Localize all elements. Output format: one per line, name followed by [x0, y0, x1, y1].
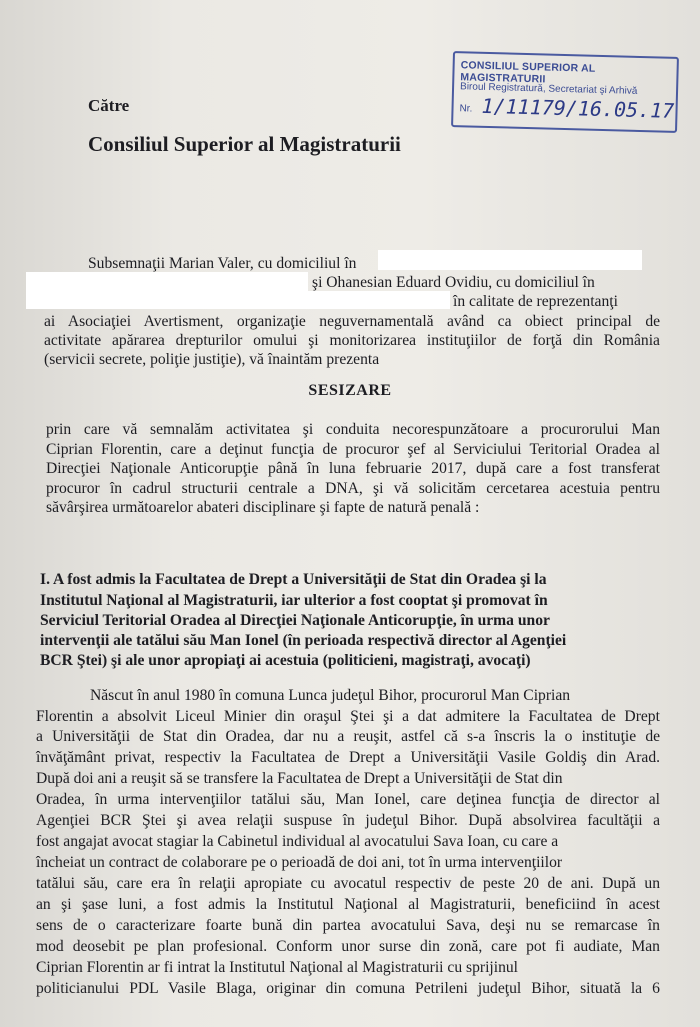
- paragraph-line: tatălui său, care era în relaţii apropiate cu avocatul respectiv de peste 20 de ani. După un: [36, 875, 661, 892]
- registry-stamp: [451, 51, 679, 133]
- intro-line: şi Ohanesian Eduard Ovidiu, cu domiciliul în: [312, 274, 595, 291]
- redaction-box: [378, 250, 642, 270]
- stamp-registration-number: 1/11179/16.05.17: [481, 93, 675, 123]
- stamp-office: Biroul Registratură, Secretariat şi Arhivă: [459, 81, 638, 97]
- stamp-nr-label: Nr.: [459, 103, 473, 115]
- paragraph-line: politicianului PDL Vasile Blaga, originar din comuna Petrileni judeţul Bihor, situată la 6: [36, 980, 660, 997]
- document-title: SESIZARE: [308, 382, 392, 399]
- section-heading-line: intervenţii ale tatălui său Man Ionel (în perioada respectivă director al Agenţiei: [40, 632, 567, 649]
- recipient-label: Către: [88, 96, 130, 115]
- paragraph-line: fost angajat avocat stagiar la Cabinetul individual al avocatului Sava Ioan, cu care a: [36, 833, 559, 850]
- intro-line: activitate apărarea drepturilor omului şi monitorizarea instituţiilor de forţă din România: [44, 332, 660, 349]
- recipient-name: Consiliul Superior al Magistraturii: [88, 132, 401, 156]
- section-heading-line: BCR Ştei) şi ale unor apropiaţi ai acestuia (politicieni, magistraţi, avocaţi): [40, 652, 531, 669]
- paragraph-line: Florentin a absolvit Liceul Minier din oraşul Ştei şi a dat admitere la Facultatea de Drept: [36, 708, 660, 725]
- paragraph-line: După doi ani a reuşit să se transfere la Facultatea de Drept a Universităţii de Stat din: [36, 770, 563, 787]
- body-line: Ciprian Florentin, care a deţinut funcţia de procuror şef al Serviciului Teritorial Oradea al: [46, 441, 660, 458]
- stamp-institution: CONSILIUL SUPERIOR AL MAGISTRATURII: [460, 59, 596, 86]
- section-heading-line: Institutul Naţional al Magistraturii, iar ulterior a fost cooptat şi promovat în: [40, 592, 548, 609]
- intro-line: în calitate de reprezentanţi: [453, 293, 618, 310]
- redaction-box: [26, 272, 308, 292]
- paragraph-line: Ciprian Florentin ar fi intrat la Institutul Naţional al Magistraturii cu sprijinul: [36, 959, 519, 976]
- paragraph-line: Agenţiei BCR Ştei şi avea relaţii suspuse în judeţul Bihor. După absolvirea facultăţii a: [36, 812, 661, 829]
- paragraph-line: Oradea, în urma intervenţiilor tatălui său, Man Ionel, care deţinea funcţia de director al: [36, 791, 660, 808]
- paragraph-line: încheiat un contract de colaborare pe o perioadă de doi ani, tot în urma intervenţiilor: [36, 854, 563, 871]
- section-heading-line: Serviciul Teritorial Oradea al Direcţiei Naţionale Anticorupţie, în urma unor: [40, 612, 550, 629]
- paragraph-line: sens de o caracterizare foarte bună din partea avocatului Sava, deşi nu se remarcase în: [36, 917, 660, 934]
- section-heading-line: I. A fost admis la Facultatea de Drept a Universităţii de Stat din Oradea şi la: [40, 571, 547, 588]
- body-line: Direcţiei Naţionale Anticorupţie până în luna februarie 2017, după care a fost transferat: [46, 460, 660, 477]
- body-line: procuror în cadrul structurii centrale a DNA, şi vă solicităm cercetarea acestuia pentru: [46, 480, 660, 497]
- paragraph-line: învăţământ privat, respectiv la Facultatea de Drept a Universităţii Vasile Goldiş din Arad.: [36, 749, 661, 766]
- paragraph-line: a Universităţii de Stat din Oradea, dar nu a reuşit, astfel că s-a înscris la o instituţie de: [36, 728, 661, 745]
- intro-line: (servicii secrete, poliţie justiţie), vă înaintăm prezenta: [44, 351, 380, 368]
- paragraph-line: Născut în anul 1980 în comuna Lunca judeţul Bihor, procurorul Man Ciprian: [90, 687, 571, 704]
- paragraph-line: an şi şase luni, a fost admis la Institutul Naţional al Magistraturii, beneficiind în acest: [36, 896, 660, 913]
- intro-line: Subsemnaţii Marian Valer, cu domiciliul în: [88, 255, 357, 272]
- redaction-box: [26, 291, 450, 309]
- body-line: săvârşirea următoarelor abateri disciplinare şi fapte de natură penală :: [46, 499, 480, 516]
- body-line: prin care vă semnalăm activitatea şi conduita necorespunzătoare a procurorului Man: [46, 421, 661, 438]
- intro-line: ai Asociaţiei Avertisment, organizaţie neguvernamentală având ca obiect principal de: [44, 313, 661, 330]
- paragraph-line: mod deosebit pe plan profesional. Conform unor surse din zonă, care pot fi audiate, Man: [36, 938, 660, 955]
